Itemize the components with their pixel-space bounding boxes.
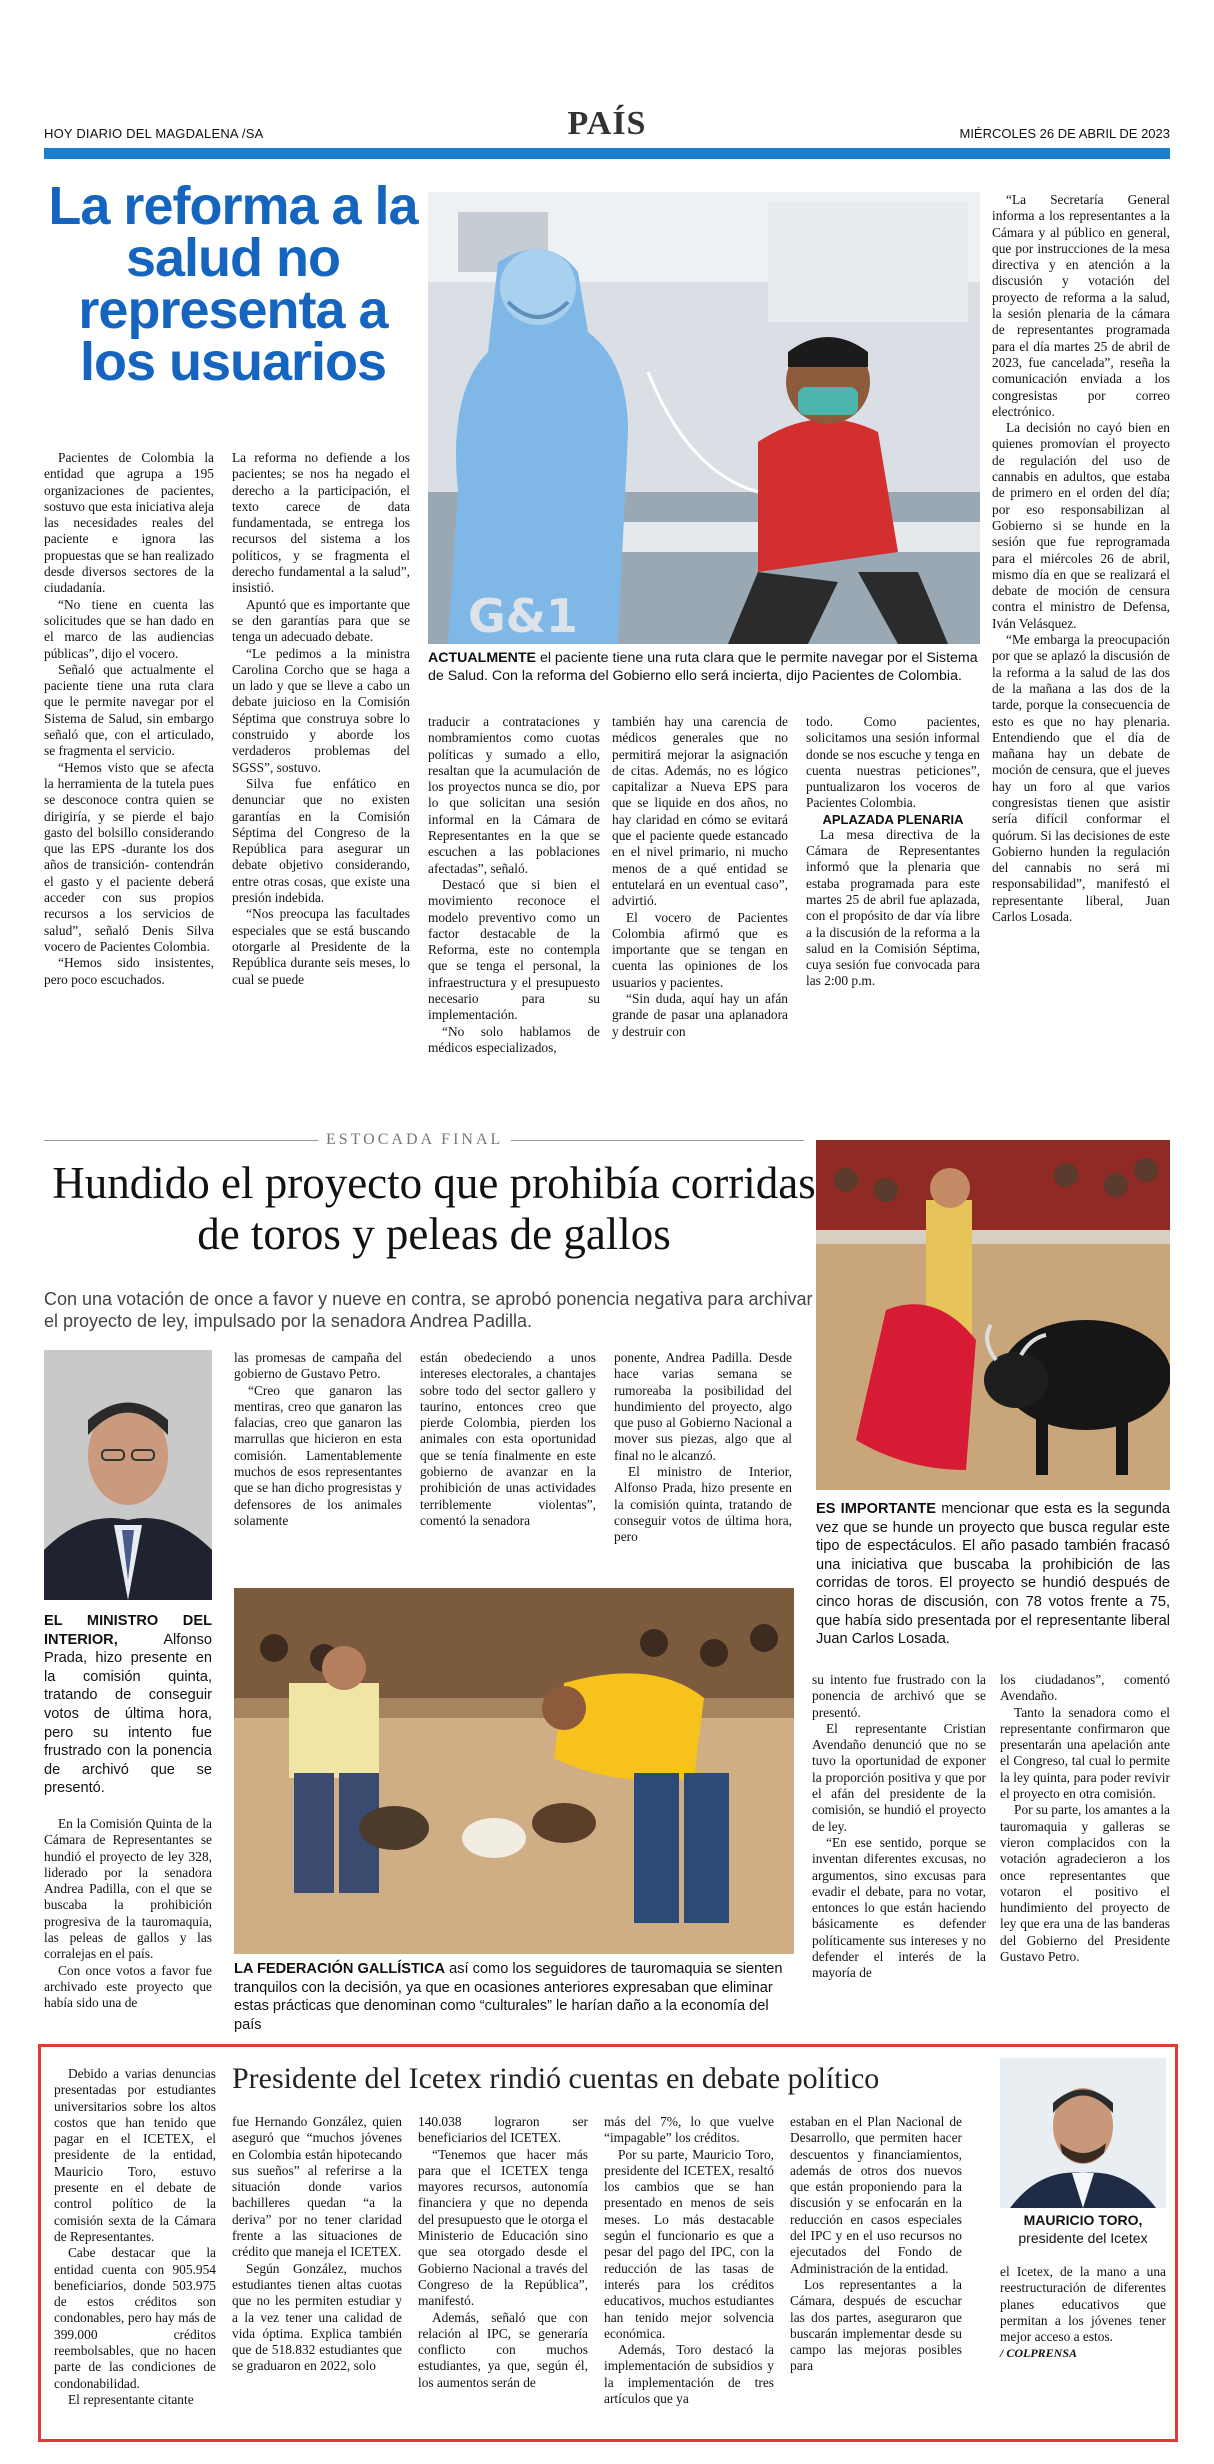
paragraph: “Creo que ganaron las mentiras, creo que ganaron las falacias, creo que ganaron las marrullas que hicieron en esta comisión. Lamentablemente muchos de esos representantes que se han dicho progresistas y defensores de los animales solamente: [234, 1382, 402, 1528]
masthead-rule: [44, 148, 1170, 159]
minister-caption-text: Alfonso Prada, hizo presente en la comisión quinta, tratando de conseguir votos de última hora, pero su intento fue frustrado con la ponencia de archivó que se presentó.: [44, 1631, 212, 1797]
article1-col5: [806, 714, 980, 990]
article2-colA: [44, 1816, 212, 2012]
hospital-photo-caption: [428, 650, 980, 685]
article3-col2: [232, 2114, 402, 2375]
paragraph: Además, señaló que con relación al IPC, se generaría conflicto con muchos estudiantes, ya que, según él, los aumentos serán de: [418, 2309, 588, 2390]
paragraph: La reforma no defiende a los pacientes; se nos ha negado el derecho a la participación, el texto carece de data fundamentada, se entrega los recursos del sistema a los políticos, y se fragmenta el derecho fundamental a la salud”, insistió.: [232, 450, 410, 596]
masthead-publication: HOY DIARIO DEL MAGDALENA /SA: [44, 126, 264, 141]
paragraph: Con once votos a favor fue archivado este proyecto que había sido una de: [44, 1962, 212, 2011]
paragraph: Tanto la senadora como el representante confirmaron que presentarán una apelación ante el Congreso, tal cual lo permite la ley quinta, para poder revivir el proyecto en otra comisión.: [1000, 1704, 1170, 1802]
paragraph: “No solo hablamos de médicos especializados,: [428, 1023, 600, 1055]
paragraph: El representante citante: [68, 2391, 194, 2407]
paragraph: los ciudadanos”, comentó Avendaño.: [1000, 1672, 1170, 1704]
cockfight-caption-text: así como los seguidores de tauromaquia se sienten tranquilos con la decisión, ya que en ocasiones anteriores expresaban que eliminar estas prácticas que denominan como “culturales” le harían daño a la economía del país: [234, 1961, 783, 2033]
article2-kicker: ESTOCADA FINAL: [318, 1131, 511, 1149]
article3-col6: [1000, 2264, 1166, 2362]
toro-caption-title: presidente del Icetex: [1018, 2230, 1148, 2246]
hospital-photo: [428, 192, 980, 644]
paragraph: estaban en el Plan Nacional de Desarrollo, que permiten hacer descuentos y financiamientos, además de otros dos nuevos que están proponiendo para la discusión y se enfocarán en la reducción en casos especiales del IPC y en el uso recursos no ejecutados del Fondo de Administración de la entidad.: [790, 2114, 962, 2276]
paragraph: traducir a contrataciones y nombramientos como cuotas políticas y sumado a ello, resaltan que la acumulación de los proyectos nunca se dio, por lo que solicitan una sesión informal en la Cámara de Representantes en la que se escuchen a las poblaciones afectadas”, señaló.: [428, 714, 600, 876]
article2-colF: [1000, 1672, 1170, 1965]
article2-colB: [234, 1350, 402, 1529]
toro-caption-name: MAURICIO TORO,: [1023, 2212, 1143, 2228]
article2-headline: Hundido el proyecto que prohibía corridas de toros y peleas de gallos: [52, 1158, 816, 1259]
bullfight-caption-text: mencionar que esta es la segunda vez que se hunde un proyecto que busca regular este tipo de espectáculos. El año pasado también fracasó una iniciativa que buscaba la prohibición de las corridas de toros. El proyecto se hundió después de cinco horas de discusión, con 78 votos frente a 75, que había sido presentada por el representante liberal Juan Carlos Losada.: [816, 1501, 1170, 1648]
paragraph: “La Secretaría General informa a los representantes a la Cámara y al público en general, que por instrucciones de la mesa directiva y en atención a la discusión y votación del proyecto de reforma a la salud, la sesión plenaria de la cámara de representantes programada para el día martes 25 de abril de 2023, fue cancelada”, reseña la comunicación enviada a los congresistas por correo electrónico.: [992, 192, 1170, 419]
paragraph: Destacó que si bien el movimiento reconoce el modelo preventivo como un factor destacable de la Reforma, este no contempla que se tenga el personal, la infraestructura y el presupuesto necesario para su implementación.: [428, 876, 600, 1023]
hospital-caption-lead: ACTUALMENTE: [428, 650, 536, 666]
paragraph: Debido a varias denuncias presentadas por estudiantes universitarios sobre los altos costos que han tenido que pagar en el ICETEX, el presidente de la entidad, Mauricio Toro, estuvo presente en el debate de control político de la comisión sexta de la Cámara de Representantes.: [54, 2066, 216, 2244]
article2-colD: [614, 1350, 792, 1546]
paragraph: “Hemos sido insistentes, pero poco escuchados.: [44, 955, 214, 987]
paragraph: La decisión no cayó bien en quienes promovían el proyecto de regulación del uso de cannabis en adultos, que estaba de primero en el orden del día; por eso responsabilizan al Gobierno si se hunde en la sesión que fue reprogramada para el miércoles 26 de abril, mismo día en que se realizará el debate de moción de censura contra el ministro de Defensa, Iván Velásquez.: [992, 420, 1170, 631]
mauricio-toro-photo: [1000, 2058, 1166, 2208]
paragraph: más del 7%, lo que vuelve “impagable” los créditos.: [604, 2114, 774, 2146]
paragraph: “En ese sentido, porque se inventan diferentes excusas, no argumentos, sino excusas para evadir el debate, para no votar, entonces lo que están haciendo básicamente es defender políticamente sus intereses y no defender el interés de la mayoría de: [812, 1834, 986, 1981]
credit: / COLPRENSA: [1000, 2346, 1078, 2361]
article1-col1: [44, 450, 214, 988]
paragraph: las promesas de campaña del gobierno de Gustavo Petro.: [234, 1350, 402, 1382]
article1-headline: La reforma a la salud no representa a los usuarios: [48, 176, 418, 392]
paragraph: Por su parte, Mauricio Toro, presidente del ICETEX, resaltó los cambios que se han presentado en menos de seis meses. Lo más destacable según el funcionario es que a pesar del pago del IPC, con la reducción de las tasas de interés para los créditos educativos, muchos estudiantes han tenido mejor solvencia económica.: [604, 2146, 774, 2341]
bullfight-photo-caption: [816, 1500, 1170, 1649]
paragraph: el Icetex, de la mano a una reestructuración de diferentes planes educativos que permitan a los jóvenes tener mejor acceso a estos.: [1000, 2264, 1166, 2345]
article3-col4: [604, 2114, 774, 2407]
article2-colE: [812, 1672, 986, 1982]
paragraph: fue Hernando González, quien aseguró que “muchos jóvenes en Colombia están hipotecando sus sueños” al referirse a la situación donde varios bachilleres quedan “a la deriva” por no tener claridad frente a las situaciones de crédito que maneja el ICETEX.: [232, 2114, 402, 2260]
bullfight-photo: [816, 1140, 1170, 1490]
paragraph: Apuntó que es importante que se den garantías para que se tenga un adecuado debate.: [232, 596, 410, 645]
paragraph: En la Comisión Quinta de la Cámara de Representantes se hundió el proyecto de ley 328, liderado por la senadora Andrea Padilla, con el que se buscaba la prohibición progresiva de la tauromaquia, las peleas de gallos y las corralejas en el país.: [44, 1816, 212, 1962]
paragraph: “Tenemos que hacer más para que el ICETEX tenga mayores recursos, autonomía financiera y que no dependa del presupuesto que le otorga el Ministerio de Educación sino que sea otorgado desde el Gobierno Nacional a través del Congreso de la República”, manifestó.: [418, 2146, 588, 2309]
article2-deck: Con una votación de once a favor y nueve en contra, se aprobó ponencia negativa para archivar el proyecto de ley, impulsado por la senadora Andrea Padilla.: [44, 1289, 813, 1331]
paragraph: Cabe destacar que la entidad cuenta con 905.954 beneficiarios, donde 503.975 de estos créditos son condonables, pero hay más de 399.000 créditos reembolsables, que no hacen parte de las condiciones de condonabilidad.: [54, 2245, 216, 2391]
hospital-caption-text: el paciente tiene una ruta clara que le permite navegar por el Sistema de Salud. Con la reforma del Gobierno ello será incierta, dijo Pacientes de Colombia.: [428, 650, 978, 684]
paragraph: Además, Toro destacó la implementación de subsidios y la implementación de tres artículos que ya: [604, 2342, 774, 2407]
article3-headline: Presidente del Icetex rindió cuentas en debate político: [232, 2062, 880, 2095]
paragraph: también hay una carencia de médicos generales que no permitirá mejorar la asignación de citas. Además, no es lógico capitalizar a Nueva EPS para que se liquide en dos años, no hay claridad en cómo se evitará que el paciente quede estancado en el nivel primario, ni mucho menos de a qué entidad se entutelará en un eventual caso”, advirtió.: [612, 714, 788, 909]
svg-text:G&1: G&1: [468, 589, 578, 643]
paragraph: “Le pedimos a la ministra Carolina Corcho que se haga a un lado y que se lleve a cabo un debate juicioso en la Comisión Séptima que construya sobre lo construido y aborde los verdaderos problemas del SGSS”, sostuvo.: [232, 645, 410, 775]
paragraph: El ministro de Interior, Alfonso Prada, hizo presente en la comisión quinta, tratando de conseguir votos de última hora, pero: [614, 1464, 792, 1545]
paragraph: El representante Cristian Avendaño denunció que no se tuvo la oportunidad de exponer la proporción positiva y que por el afán del presidente de la comisión, se hundió el proyecto de ley.: [812, 1720, 986, 1834]
article3-col5: [790, 2114, 962, 2375]
paragraph: Los representantes a la Cámara, después de escuchar las dos partes, aseguraron que buscarán implementar desde su campo las mejoras posibles para: [790, 2276, 962, 2374]
cockfight-caption-lead: LA FEDERACIÓN GALLÍSTICA: [234, 1961, 446, 1977]
paragraph: “No tiene en cuenta las solicitudes que se han dado en el marco de las audiencias públicas”, dijo el vocero.: [44, 596, 214, 661]
paragraph: 140.038 lograron ser beneficiarios del ICETEX.: [418, 2114, 588, 2146]
minister-photo: [44, 1350, 212, 1600]
minister-caption-lead: EL MINISTRO DEL INTERIOR,: [44, 1613, 212, 1648]
masthead-section: PAÍS: [567, 105, 647, 142]
paragraph: están obedeciendo a unos intereses electorales, a chantajes sobre todo del sector gallero y taurino, entonces creo que pierde Colombia, pierden los animales con esta oportunidad que se tenía finalmente en este gobierno de avanzar en la prohibición de unas actividades terriblemente violentas”, comentó la senadora: [420, 1350, 596, 1528]
article1-col4: [612, 714, 788, 1040]
article3-col1: [54, 2066, 216, 2408]
paragraph: ponente, Andrea Padilla. Desde hace varias semana se rumoreaba la posibilidad del hundimiento del proyecto, algo que puso al Gobierno Nacional a mover sus piezas, algo que al final no le alcanzó.: [614, 1350, 792, 1463]
paragraph: su intento fue frustrado con la ponencia de archivó que se presentó.: [812, 1672, 986, 1720]
paragraph: Según González, muchos estudiantes tienen altas cuotas que no les permiten estudiar y a la vez tener una calidad de vida óptima. Explica también que de 518.832 estudiantes que se graduaron en 2022, solo: [232, 2260, 402, 2374]
article2-colC: [420, 1350, 596, 1529]
article1-col3: [428, 714, 600, 1056]
article3-col3: [418, 2114, 588, 2391]
cockfight-photo-caption: [234, 1960, 794, 2034]
paragraph: “Nos preocupa las facultades especiales que se está buscando otorgarle al Presidente de la República durante seis meses, lo cual se puede: [232, 906, 410, 987]
article1-col6: [992, 192, 1170, 925]
paragraph: El vocero de Pacientes Colombia afirmó que es importante que se tengan en cuenta las opiniones de los usuarios y pacientes.: [612, 909, 788, 990]
paragraph: Pacientes de Colombia la entidad que agrupa a 195 organizaciones de pacientes, sostuvo que esta iniciativa aleja las necesidades reales del paciente e ignora las propuestas que se han realizado desde diversos sectores de la ciudadanía.: [44, 450, 214, 596]
paragraph: Por su parte, los amantes a la tauromaquia y galleras se vieron complacidos con la votación agradecieron a los once representantes que votaron el positivo el hundimiento del proyecto de ley que era una de las banderas del Gobierno del Presidente Gustavo Petro.: [1000, 1802, 1170, 1965]
minister-caption: [44, 1612, 212, 1798]
paragraph: “Me embarga la preocupación por que se aplazó la discusión de la reforma a la salud de las dos de la mañana a las dos de la tarde, porque la consecuencia de esto es que no hay plenaria. Entendiendo que el día de mañana hay un debate de moción de censura, que el jueves hay un foro al que varios congresistas tienen que asistir sería difícil conformar el quórum. Si las decisiones de este Gobierno hunden la regulación del cannabis no será mi responsabilidad”, manifestó el representante liberal, Juan Carlos Losada.: [992, 632, 1170, 925]
paragraph: La mesa directiva de la Cámara de Representantes informó que la plenaria que estaba programada para este martes 25 de abril fue aplazada, con el propósito de dar vía libre a la discusión de la reforma a la salud en la Comisión Séptima, cuya sesión fue convocada para las 2:00 p.m.: [806, 826, 980, 989]
paragraph: Señaló que actualmente el paciente tiene una ruta clara que le permite navegar por el Sistema de Salud, sin embargo señaló que, con el articulado, se fragmenta el servicio.: [44, 661, 214, 759]
subhead-aplazada-plenaria: APLAZADA PLENARIA: [822, 811, 964, 827]
paragraph: todo. Como pacientes, solicitamos una sesión informal donde se nos escuche y tenga en cuenta nuestras peticiones”, puntualizaron los voceros de Pacientes Colombia.: [806, 714, 980, 811]
bullfight-caption-lead: ES IMPORTANTE: [816, 1501, 937, 1517]
paragraph: “Sin duda, aquí hay un afán grande de pasar una aplanadora y destruir con: [612, 991, 788, 1039]
masthead-date: MIÉRCOLES 26 DE ABRIL DE 2023: [959, 126, 1170, 141]
article1-col2: [232, 450, 410, 988]
cockfight-photo: [234, 1588, 794, 1954]
paragraph: “Hemos visto que se afecta la herramienta de la tutela pues se desconoce contra quien se dirigiría, y se pierde el bajo gasto del bolsillo considerando que las EPS -durante los dos años de transición- contendrán el gasto y el paciente deberá acceder con sus propios recursos a los servicios de salud”, señaló Denis Silva vocero de Pacientes Colombia.: [44, 759, 214, 954]
paragraph: Silva fue enfático en denunciar que no existen garantías en la Comisión Séptima del Congreso de la República para asegurar un debate objetivo considerando, entre otras cosas, que existe una presión indebida.: [232, 775, 410, 906]
